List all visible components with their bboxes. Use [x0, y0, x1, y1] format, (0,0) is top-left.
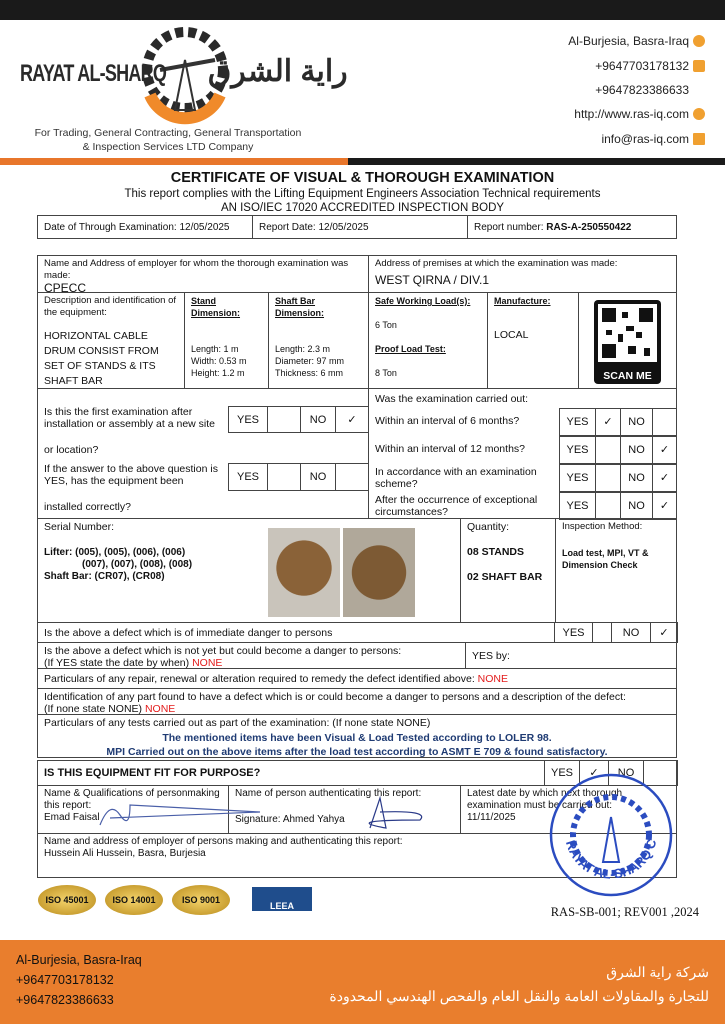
footer-contacts — [16, 950, 142, 1010]
installed-answer — [228, 463, 369, 491]
yes-checkbox[interactable] — [595, 492, 621, 520]
shaft-dimension-label: Shaft Bar Dimension: — [275, 296, 325, 318]
employer-persons-value: Hussein Ali Hussein, Basra, Burjesia — [44, 848, 206, 859]
no-checkbox[interactable]: ✓ — [652, 464, 677, 492]
footer-company-ar: شركة راية الشرق — [606, 964, 709, 980]
yes-label: YES — [559, 408, 596, 436]
yes-checkbox[interactable] — [592, 622, 612, 643]
quantity-cell — [460, 518, 556, 623]
equipment-value: HORIZONTAL CABLE DRUM CONSIST FROM SET OF STANDS & ITS SHAFT BAR — [44, 330, 159, 387]
contact-email[interactable] — [601, 132, 705, 146]
immediate-danger-row — [37, 622, 677, 643]
signature-marks — [90, 790, 430, 830]
iso-9001-badge: ISO 9001 — [172, 885, 230, 915]
qr-cell — [578, 292, 677, 389]
premises-cell — [368, 255, 677, 293]
interval-question: Within an interval of 6 months? — [375, 415, 520, 427]
footer-description-ar: للتجارة والمقاولات العامة والنقل العام والفحص الهندسي المحدودة — [329, 988, 709, 1004]
none-value: NONE — [192, 657, 223, 669]
question-first-exam: Is this the first examination after installation or assembly at a new site — [44, 406, 215, 430]
leea-logo: LEEA — [252, 887, 312, 911]
authenticator-signature: Signature: Ahmed Yahya — [235, 814, 345, 825]
quantity-shaft-bar: 02 SHAFT BAR — [467, 571, 543, 583]
immediate-danger-question: Is the above a defect which is of immediate danger to persons — [44, 627, 333, 639]
shaft-thickness: Thickness: 6 mm — [275, 368, 344, 378]
question-first-exam-cont: or location? — [44, 444, 99, 456]
qr-code[interactable] — [594, 300, 661, 384]
exam-date: Date of Through Examination: 12/05/2025 — [37, 215, 253, 239]
identification-question: Identification of any part found to have a defect which is or could become a danger to persons and a description of the defect: — [44, 691, 626, 703]
premises-label: Address of premises at which the examination was made: — [375, 258, 618, 269]
stand-width: Width: 0.53 m — [191, 356, 247, 366]
employer-value: CPECC — [44, 281, 87, 295]
yes-checkbox-checked[interactable]: ✓ — [579, 760, 609, 786]
photo-cable-drum-1 — [268, 528, 340, 617]
footer-arabic — [329, 960, 709, 1008]
interval-row — [369, 492, 677, 520]
svg-text:RAYAT AL-SHARQ Co. — [548, 772, 660, 882]
first-exam-answer — [228, 406, 369, 433]
could-become-danger-question: Is the above a defect which is not yet but could become a danger to persons: — [44, 645, 402, 657]
no-label: NO — [620, 408, 653, 436]
serial-label: Serial Number: — [44, 521, 115, 533]
quantity-stands: 08 STANDS — [467, 546, 524, 558]
top-bar — [0, 0, 725, 20]
document-code: RAS-SB-001; REV001 ,2024 — [550, 905, 699, 919]
inspection-method-cell — [555, 518, 677, 623]
no-label: NO — [620, 464, 653, 492]
authenticator-label: Name of person authenticating this report: — [235, 788, 422, 799]
report-number-label: Report number: — [474, 222, 547, 233]
report-date: Report Date: 12/05/2025 — [252, 215, 468, 239]
inspection-method-label: Inspection Method: — [562, 521, 643, 532]
yes-checkbox[interactable] — [267, 406, 301, 433]
load-cell — [368, 292, 488, 389]
swl-value: 6 Ton — [375, 320, 397, 330]
footer — [0, 940, 725, 1024]
tagline-line: & Inspection Services LTD Company — [82, 141, 254, 153]
logo-english: RAYAT AL-SHARQ — [20, 60, 167, 87]
employer-persons-label: Name and address of employer of persons making and authenticating this report: — [44, 836, 403, 847]
interval-question: After the occurrence of exceptional circumstances? — [375, 494, 538, 518]
iso-14001-badge: ISO 14001 — [105, 885, 163, 915]
footer-address: Al-Burjesia, Basra-Iraq — [16, 953, 142, 967]
phone-icon — [693, 60, 705, 72]
yes-checkbox[interactable]: ✓ — [595, 408, 621, 436]
yes-checkbox[interactable] — [595, 436, 621, 464]
logo-arabic: راية الشرق — [208, 55, 348, 88]
no-label: NO — [300, 463, 336, 491]
proof-load-label: Proof Load Test: — [375, 344, 446, 354]
carried-out-label: Was the examination carried out: — [375, 393, 529, 405]
first-exam-cell — [37, 388, 369, 519]
interval-question: Within an interval of 12 months? — [375, 443, 525, 455]
yes-checkbox[interactable] — [595, 464, 621, 492]
yes-checkbox[interactable] — [267, 463, 301, 491]
yes-label: YES — [228, 406, 268, 433]
contact-phone-1 — [595, 59, 705, 73]
tests-question: Particulars of any tests carried out as part of the examination: (If none state NONE) — [44, 717, 431, 729]
divider-black — [348, 158, 725, 165]
inspection-method-value: Load test, MPI, VT & Dimension Check — [562, 548, 649, 570]
shaft-diameter: Diameter: 97 mm — [275, 356, 345, 366]
equipment-label: Description and identification of the equipment: — [44, 295, 177, 318]
question-installed-cont: installed correctly? — [44, 501, 131, 513]
yes-label: YES — [228, 463, 268, 491]
yes-label: YES — [559, 464, 596, 492]
tests-row — [37, 714, 677, 758]
stand-length: Length: 1 m — [191, 344, 239, 354]
interval-row — [369, 436, 677, 464]
interval-row — [369, 464, 677, 492]
no-checkbox-checked[interactable]: ✓ — [650, 622, 678, 643]
employer-cell — [37, 255, 369, 293]
yes-label: YES — [559, 492, 596, 520]
stamp-icon — [548, 772, 674, 898]
serial-cell — [37, 518, 461, 623]
contact-phone-2 — [595, 83, 689, 97]
immediate-danger-answer — [554, 622, 678, 643]
stand-dimension-cell — [184, 292, 269, 389]
report-maker-label: Name & Qualifications of personmaking this report: — [44, 788, 220, 811]
contact-text: +9647703178132 — [595, 59, 689, 73]
manufacture-label: Manufacture: — [494, 296, 551, 306]
could-become-danger-cell — [37, 642, 466, 669]
footer-phone-2: +9647823386633 — [16, 993, 114, 1007]
identification-row — [37, 688, 677, 715]
no-label: NO — [620, 436, 653, 464]
scan-me-label: SCAN ME — [603, 370, 652, 382]
envelope-icon — [693, 133, 705, 145]
contact-address — [568, 34, 705, 48]
report-number — [467, 215, 677, 239]
shaft-dimension-cell — [268, 292, 369, 389]
identification-note: (If none state NONE) — [44, 703, 145, 715]
location-pin-icon — [693, 35, 705, 47]
swl-label: Safe Working Load(s): — [375, 296, 471, 306]
photo-cable-drum-2 — [343, 528, 415, 617]
no-label: NO — [611, 622, 651, 643]
interval-question: In accordance with an examination scheme? — [375, 466, 537, 490]
contact-text: Al-Burjesia, Basra-Iraq — [568, 34, 689, 48]
report-maker-name: Emad Faisal — [44, 812, 100, 823]
serial-shaft-bar: Shaft Bar: (CR07), (CR08) — [44, 571, 165, 582]
stand-height: Height: 1.2 m — [191, 368, 245, 378]
no-label: NO — [620, 492, 653, 520]
iso-45001-badge: ISO 45001 — [38, 885, 96, 915]
proof-load-value: 8 Ton — [375, 368, 397, 378]
yes-label: YES — [559, 436, 596, 464]
yes-by-cell: YES by: — [465, 642, 677, 669]
no-checkbox[interactable]: ✓ — [652, 436, 677, 464]
quantity-label: Quantity: — [467, 521, 510, 533]
serial-lifter-cont: (007), (007), (008), (008) — [82, 559, 193, 570]
employer-label: Name and Address of employer for whom the thorough examination was made: — [44, 258, 349, 281]
shaft-length: Length: 2.3 m — [275, 344, 331, 354]
no-checkbox[interactable] — [335, 463, 369, 491]
no-label: NO — [608, 760, 644, 786]
question-installed: If the answer to the above question is YES, has the equipment been — [44, 463, 218, 487]
serial-lifter: Lifter: (005), (005), (006), (006) — [44, 547, 186, 558]
accreditation: AN ISO/IEC 17020 ACCREDITED INSPECTION BODY — [220, 202, 505, 214]
no-checkbox[interactable] — [652, 408, 677, 436]
repair-question: Particulars of any repair, renewal or alteration required to remedy the defect identified above: — [44, 673, 478, 685]
tagline-line: For Trading, General Contracting, General Transportation — [34, 127, 302, 139]
fit-for-purpose-question: IS THIS EQUIPMENT FIT FOR PURPOSE? — [44, 767, 261, 779]
carried-out-cell — [368, 388, 677, 519]
no-checkbox[interactable]: ✓ — [652, 492, 677, 520]
could-become-danger-note: (If YES state the date by when) — [44, 657, 193, 669]
contact-text: +9647823386633 — [595, 83, 689, 97]
tests-result-2: MPI Carried out on the above items after the load test according to ASMT E 709 & found satisfactory. — [106, 746, 608, 758]
company-stamp — [548, 772, 674, 898]
manufacture-value: LOCAL — [494, 329, 529, 341]
stamp-text: RAYAT AL-SHARQ C — [562, 837, 660, 882]
no-checkbox-checked[interactable]: ✓ — [335, 406, 369, 433]
manufacture-cell — [487, 292, 579, 389]
yes-label: YES — [544, 760, 580, 786]
repair-row — [37, 668, 677, 689]
none-value: NONE — [477, 673, 509, 685]
globe-icon — [693, 108, 705, 120]
tagline — [18, 126, 318, 154]
next-exam-label: Latest date by which next thorough examination must be carried out: — [467, 788, 623, 811]
yes-label: YES — [554, 622, 593, 643]
report-number-value: RAS-A-250550422 — [546, 222, 632, 233]
interval-row — [369, 408, 677, 436]
contact-text: info@ras-iq.com — [601, 132, 689, 146]
divider-orange — [0, 158, 348, 165]
tests-result-1: The mentioned items have been Visual & Load Tested according to LOLER 98. — [162, 732, 552, 744]
contact-website[interactable] — [574, 107, 705, 121]
certificate-subtitle: This report complies with the Lifting Equipment Engineers Association Technical requirements — [124, 188, 601, 200]
next-exam-date: 11/11/2025 — [467, 812, 516, 823]
certificate-title: CERTIFICATE OF VISUAL & THOROUGH EXAMINATION — [170, 170, 555, 186]
contact-text: http://www.ras-iq.com — [574, 107, 689, 121]
footer-phone-1: +9647703178132 — [16, 973, 114, 987]
qr-code-icon — [598, 304, 657, 362]
equipment-description-cell — [37, 292, 185, 389]
premises-value: WEST QIRNA / DIV.1 — [375, 273, 490, 287]
stand-dimension-label: Stand Dimension: — [191, 296, 241, 318]
none-value: NONE — [144, 703, 176, 715]
no-label: NO — [300, 406, 336, 433]
